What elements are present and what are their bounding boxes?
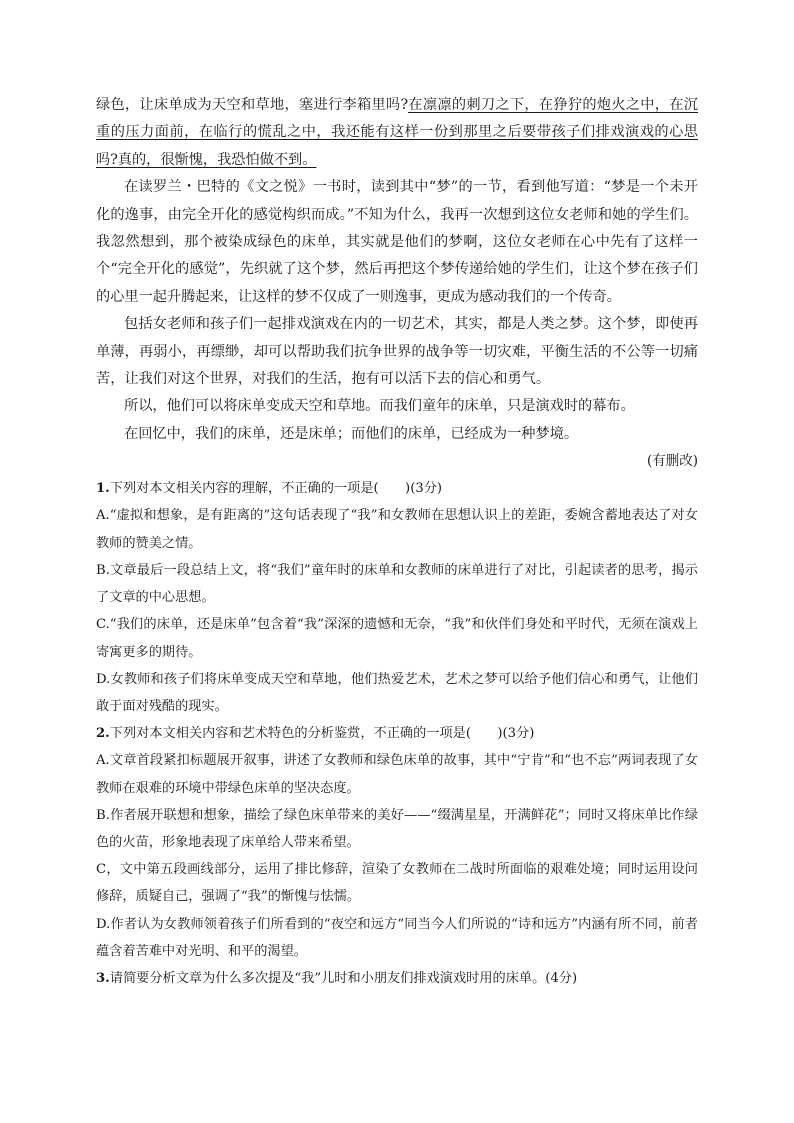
passage-paragraph-5: 在回忆中，我们的床单，还是床单；而他们的床单，已经成为一种梦境。 [124,425,579,442]
question-3 [96,965,698,992]
option-c: C.“我们的床单，还是床单”包含着“我”深深的遗憾和无奈，“我”和伙伴们身处和平时代，无须在演戏上寄寓更多的期待。 [96,617,698,660]
question-number: 1. [96,481,110,497]
question-1 [96,475,698,720]
document-page [96,92,698,992]
option-c: C，文中第五段画线部分，运用了排比修辞，渲染了女教师在二战时所面临的艰难处境；同时运用设问修辞，质疑自己，强调了“我”的惭愧与怯懦。 [96,862,698,905]
passage-paragraph-2: 在读罗兰・巴特的《文之悦》一书时，读到其中“梦”的一节，看到他写道：“梦是一个未开化的逸事，由完全开化的感觉构织而成。”不知为什么，我再一次想到这位女老师和她的学生们。我忽然想到，那个被染成绿色的床单，其实就是他们的梦啊，这位女老师在心中先有了这样一个“完全开化的感觉”，先织就了这个梦，然后再把这个梦传递给她的学生们，让这个梦在孩子们的心里一起升腾起来，让这样的梦不仅成了一则逸事，更成为感动我们的一个传奇。 [96,179,698,305]
passage-paragraph-1 [96,92,698,174]
question-stem: 1.下列对本文相关内容的理解，不正确的一项是( )(3分) [96,481,443,497]
question-stem: 2.下列对本文相关内容和艺术特色的分析鉴赏，不正确的一项是( )(3分) [96,726,535,742]
passage-paragraph-3: 包括女老师和孩子们一起排戏演戏在内的一切艺术，其实，都是人类之梦。这个梦，即使再单薄，再弱小，再缥缈，却可以帮助我们抗争世界的战争等一切灾难，平衡生活的不公等一切痛苦，让我们对这个世界，对我们的生活，抱有可以活下去的信心和勇气。 [96,316,698,388]
option-b: B.作者展开联想和想象，描绘了绿色床单带来的美好——“缀满星星，开满鲜花”；同时又将床单比作绿色的火苗，形象地表现了床单给人带来希望。 [96,807,698,850]
question-number: 3. [96,970,110,986]
option-a: A.文章首段紧扣标题展开叙事，讲述了女教师和绿色床单的故事，其中“宁肯”和“也不忘”两词表现了女教师在艰难的环境中带绿色床单的坚决态度。 [96,753,698,796]
option-b: B.文章最后一段总结上文，将“我们”童年时的床单和女教师的床单进行了对比，引起读者的思考，揭示了文章的中心思想。 [96,562,698,606]
option-a: A.“虚拟和想象，是有距离的”这句话表现了“我”和女教师在思想认识上的差距，委婉含蓄地表达了对女教师的赞美之情。 [96,508,698,551]
underlined-passage: 在凛凛的刺刀之下，在狰狞的炮火之中，在沉重的压力面前，在临行的慌乱之中，我还能有这样一份到那里之后要带孩子们排戏演戏的心思吗?真的，很惭愧，我恐怕做不到。 [96,97,698,168]
option-d: D.女教师和孩子们将床单变成天空和草地，他们热爱艺术，艺术之梦可以给予他们信心和勇气，让他们敢于面对残酷的现实。 [96,671,698,714]
question-2 [96,720,698,965]
source-note: (有删改) [646,453,698,470]
passage-paragraph-4: 所以，他们可以将床单变成天空和草地。而我们童年的床单，只是演戏时的幕布。 [124,398,635,415]
question-stem: 3.请简要分析文章为什么多次提及“我”儿时和小朋友们排戏演戏时用的床单。(4分) [96,970,578,986]
passage-p1-text: 绿色，让床单成为天空和草地，塞进行李箱里吗? [96,97,409,113]
option-d: D.作者认为女教师领着孩子们所看到的“夜空和远方”同当今人们所说的“诗和远方”内涵有所不同，前者蕴含着苦难中对光明、和平的渴望。 [96,916,698,959]
question-number: 2. [96,726,110,742]
